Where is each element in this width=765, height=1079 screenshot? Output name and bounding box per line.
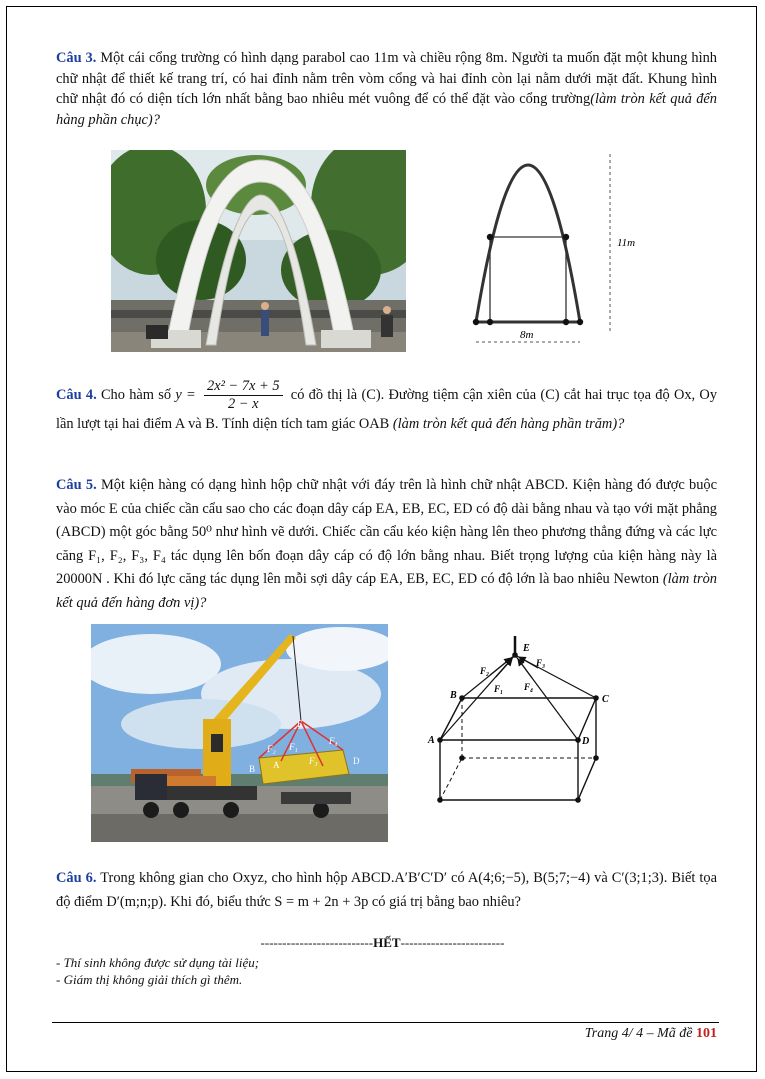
- question-3-note: (làm tròn kết quả đến hàng phần chục)?: [56, 91, 717, 128]
- question-5-note: (làm tròn kết quả đến hàng đơn vị)?: [56, 571, 717, 611]
- point-e-label: E: [523, 643, 530, 654]
- question-4-label: Câu 4.: [56, 386, 97, 403]
- crane-photo: [91, 624, 388, 842]
- photo-force-f3: F₃: [309, 756, 318, 766]
- function-lhs: y =: [175, 386, 196, 403]
- photo-point-d: D: [353, 756, 360, 766]
- footer-page-text: Trang 4/ 4 – Mã đề: [584, 1026, 696, 1041]
- page-footer: [585, 1026, 717, 1042]
- question-3-label: Câu 3.: [56, 50, 97, 66]
- question-4-text-b: có đồ thị là (C). Đường tiệm cận xiên của (C) cắt hai trục tọa độ Ox, Oy lần lượt tại hai điểm A và B. Tính diện tích tam giác OAB: [56, 386, 718, 432]
- end-dashes-left: --------------------------: [260, 935, 374, 950]
- exam-note-1: - Thí sinh không được sử dụng tài liệu;: [56, 955, 260, 970]
- force-f1-label: F₁: [494, 684, 504, 694]
- question-3: [56, 48, 717, 130]
- question-5-text: Một kiện hàng có dạng hình hộp chữ nhật với đáy trên là hình chữ nhật ABCD. Kiện hàng đó được buộc vào móc E của chiếc cần cẩu sao cho các đoạn dây cáp EA, EB, EC, ED có độ dài bằng nhau và tạo với mặt phẳng (ABCD) một góc bằng 50⁰ như hình vẽ dưới. Chiếc cần cẩu kéo kiện hàng lên theo phương thẳng đứng và các lực căng F₁, F₂, F₃, F₄ tác dụng lên bốn đoạn dây cáp có độ lớn bằng nhau. Biết trọng lượng của kiện hàng này là 20000N . Khi đó lực căng tác dụng lên mỗi sợi dây cáp EA, EB, EC, ED có độ lớn là bao nhiêu Newton: [56, 477, 717, 587]
- end-marker: [0, 935, 765, 951]
- question-6-label: Câu 6.: [56, 870, 97, 886]
- parabola-diagram: [462, 148, 667, 353]
- force-f3-label: F₃: [536, 658, 546, 668]
- function-denominator: 2 − x: [228, 396, 259, 412]
- point-c-label: C: [602, 694, 609, 705]
- photo-force-f1: F₁: [289, 742, 298, 752]
- point-b-label: B: [450, 690, 457, 701]
- question-5: [56, 474, 717, 615]
- photo-force-f4: F₄: [329, 736, 338, 746]
- exam-code: 101: [696, 1026, 717, 1041]
- question-6-text: Trong không gian cho Oxyz, cho hình hộp ABCD.A′B′C′D′ có A(4;6;−5), B(5;7;−4) và C′(3;1;3). Biết tọa độ điểm D′(m;n;p). Khi đó, biểu thức S = m + 2n + 3p có giá trị bằng bao nhiêu?: [56, 870, 718, 910]
- force-f4-label: F₄: [524, 682, 534, 692]
- end-dashes-right: ------------------------: [400, 935, 505, 950]
- photo-point-b: B: [249, 764, 256, 774]
- function-numerator: 2x² − 7x + 5: [204, 378, 283, 396]
- function-fraction: [204, 378, 283, 413]
- question-4: [56, 378, 717, 435]
- question-4-note: (làm tròn kết quả đến hàng phần trăm)?: [392, 416, 625, 432]
- exam-note-2: - Giám thị không giải thích gì thêm.: [56, 972, 243, 987]
- end-word: HẾT: [373, 935, 401, 950]
- school-gate-photo: [111, 150, 406, 352]
- question-5-label: Câu 5.: [56, 477, 97, 493]
- width-label: 8m: [520, 329, 534, 341]
- box-diagram: [420, 630, 625, 810]
- question-4-text-a: Cho hàm số: [96, 386, 176, 403]
- point-a-label: A: [428, 735, 435, 746]
- question-3-text: Một cái cổng trường có hình dạng parabol cao 11m và chiều rộng 8m. Người ta muốn đặt một khung hình chữ nhật để thiết kế trang trí, có hai đỉnh nằm trên vòm cổng và hai đỉnh còn lại nằm dưới mặt đất. Khung hình chữ nhật đó có diện tích lớn nhất bằng bao nhiêu mét vuông để có thể đặt vào cổng trường: [56, 50, 717, 107]
- point-d-label: D: [582, 736, 590, 747]
- photo-force-f2: F₂: [267, 744, 276, 754]
- footer-divider: [52, 1022, 719, 1023]
- photo-point-e: E: [297, 719, 303, 729]
- height-label: 11m: [617, 237, 636, 249]
- question-6: [56, 866, 717, 914]
- force-f2-label: F₂: [480, 666, 490, 676]
- photo-point-a: A: [273, 760, 280, 770]
